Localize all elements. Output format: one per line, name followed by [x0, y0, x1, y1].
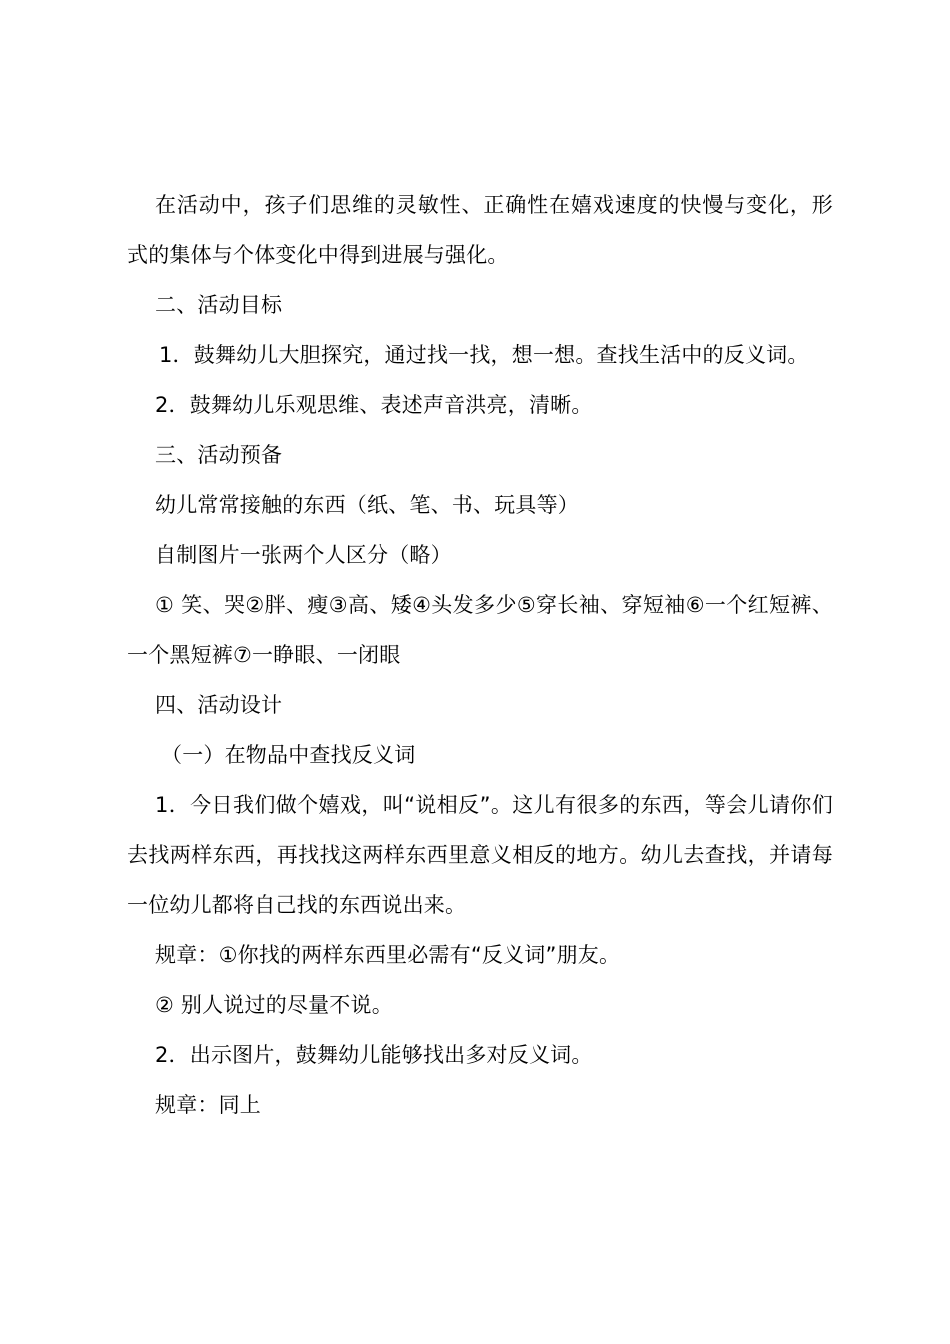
- heading-activity-design: 四、活动设计: [155, 693, 283, 717]
- paragraph-rule-same: 规章：同上: [155, 1093, 261, 1117]
- paragraph-goal-2: 2．鼓舞幼儿乐观思维、表述声音洪亮，清晰。: [155, 393, 593, 417]
- heading-activity-preparation: 三、活动预备: [155, 443, 283, 467]
- paragraph-prep-list: ① 笑、哭②胖、瘦③高、矮④头发多少⑤穿长袖、穿短袖⑥一个红短裤、一个黑短裤⑦一睁眼、一闭眼: [127, 593, 833, 667]
- paragraph-intro: 在活动中，孩子们思维的灵敏性、正确性在嬉戏速度的快慢与变化，形式的集体与个体变化中得到进展与强化。: [127, 193, 833, 267]
- document-body: [127, 180, 833, 1130]
- paragraph-step-1: 1．今日我们做个嬉戏，叫“说相反”。这儿有很多的东西，等会儿请你们去找两样东西，再找找这两样东西里意义相反的地方。幼儿去查找，并请每一位幼儿都将自己找的东西说出来。: [127, 793, 833, 917]
- paragraph-prep-items: 幼儿常常接触的东西（纸、笔、书、玩具等）: [155, 493, 579, 517]
- paragraph-prep-picture: 自制图片一张两个人区分（略）: [155, 543, 452, 567]
- paragraph-rule-1: 规章：①你找的两样东西里必需有“反义词”朋友。: [155, 943, 621, 967]
- paragraph-step-2: 2．出示图片，鼓舞幼儿能够找出多对反义词。: [155, 1043, 593, 1067]
- subheading-find-antonyms: （一）在物品中查找反义词: [161, 743, 416, 767]
- paragraph-rule-2: ② 别人说过的尽量不说。: [155, 993, 393, 1017]
- heading-activity-goals: 二、活动目标: [155, 293, 283, 317]
- paragraph-goal-1: 1．鼓舞幼儿大胆探究，通过找一找，想一想。查找生活中的反义词。: [159, 343, 809, 367]
